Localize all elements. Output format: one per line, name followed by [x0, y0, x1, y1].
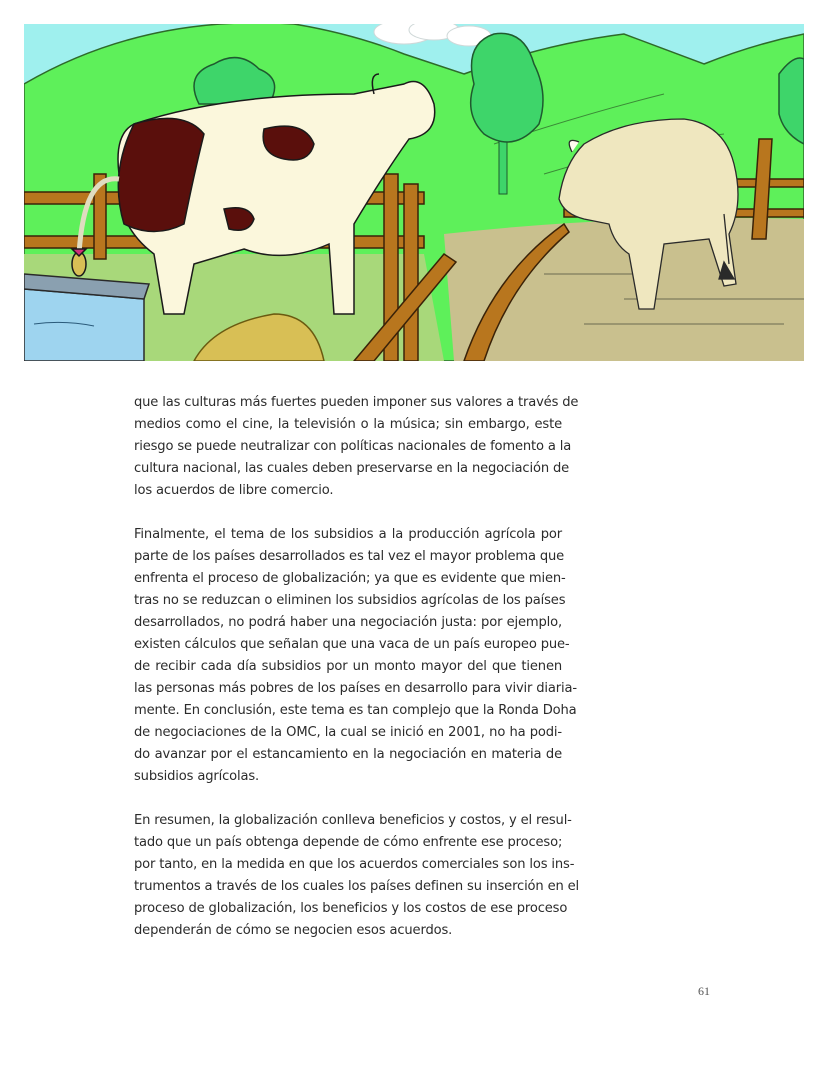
text-line: existen cálculos que señalan que una vaca de un país europeo pue-: [134, 637, 570, 652]
paragraph-summary: [134, 810, 580, 942]
cows-illustration: [24, 24, 804, 361]
text-line: dependerán de cómo se negocien esos acuerdos.: [134, 923, 453, 938]
page-number: 61: [698, 984, 710, 998]
text-line: subsidios agrícolas.: [134, 769, 260, 784]
text-line: proceso de globalización, los beneficios y los costos de ese proceso: [134, 901, 568, 916]
text-line: En resumen, la globalización conlleva beneficios y costos, y el resul-: [134, 813, 572, 828]
text-line: cultura nacional, las cuales deben preservarse en la negociación de: [134, 461, 570, 476]
text-line: parte de los países desarrollados es tal vez el mayor problema que: [134, 549, 565, 564]
body-text: [134, 392, 580, 964]
text-line: medios como el cine, la televisión o la música; sin embargo, este: [134, 417, 562, 432]
text-line: las personas más pobres de los países en desarrollo para vivir diaria-: [134, 681, 577, 696]
text-line: trumentos a través de los cuales los países definen su inserción en el: [134, 879, 580, 894]
water-trough: [24, 274, 149, 361]
text-line: riesgo se puede neutralizar con políticas nacionales de fomento a la: [134, 439, 572, 454]
paragraph-subsidies: [134, 524, 577, 788]
text-line: enfrenta el proceso de globalización; ya que es evidente que mien-: [134, 571, 566, 586]
text-line: desarrollados, no podrá haber una negociación justa: por ejemplo,: [134, 615, 562, 630]
text-line: que las culturas más fuertes pueden imponer sus valores a través de: [134, 395, 579, 410]
illustration-graphic: [24, 24, 804, 361]
text-line: los acuerdos de libre comercio.: [134, 483, 334, 498]
text-line: tras no se reduzcan o eliminen los subsidios agrícolas de los países: [134, 593, 566, 608]
text-line: de recibir cada día subsidios por un monto mayor del que tienen: [134, 659, 562, 674]
paragraph-culture: [134, 392, 579, 502]
text-line: tado que un país obtenga depende de cómo enfrente ese proceso;: [134, 835, 563, 850]
text-line: de negociaciones de la OMC, la cual se inició en 2001, no ha podi-: [134, 725, 562, 740]
text-line: por tanto, en la medida en que los acuerdos comerciales son los ins-: [134, 857, 575, 872]
text-line: do avanzar por el estancamiento en la negociación en materia de: [134, 747, 562, 762]
text-line: mente. En conclusión, este tema es tan complejo que la Ronda Doha: [134, 703, 577, 718]
text-line: Finalmente, el tema de los subsidios a la producción agrícola por: [134, 527, 562, 542]
